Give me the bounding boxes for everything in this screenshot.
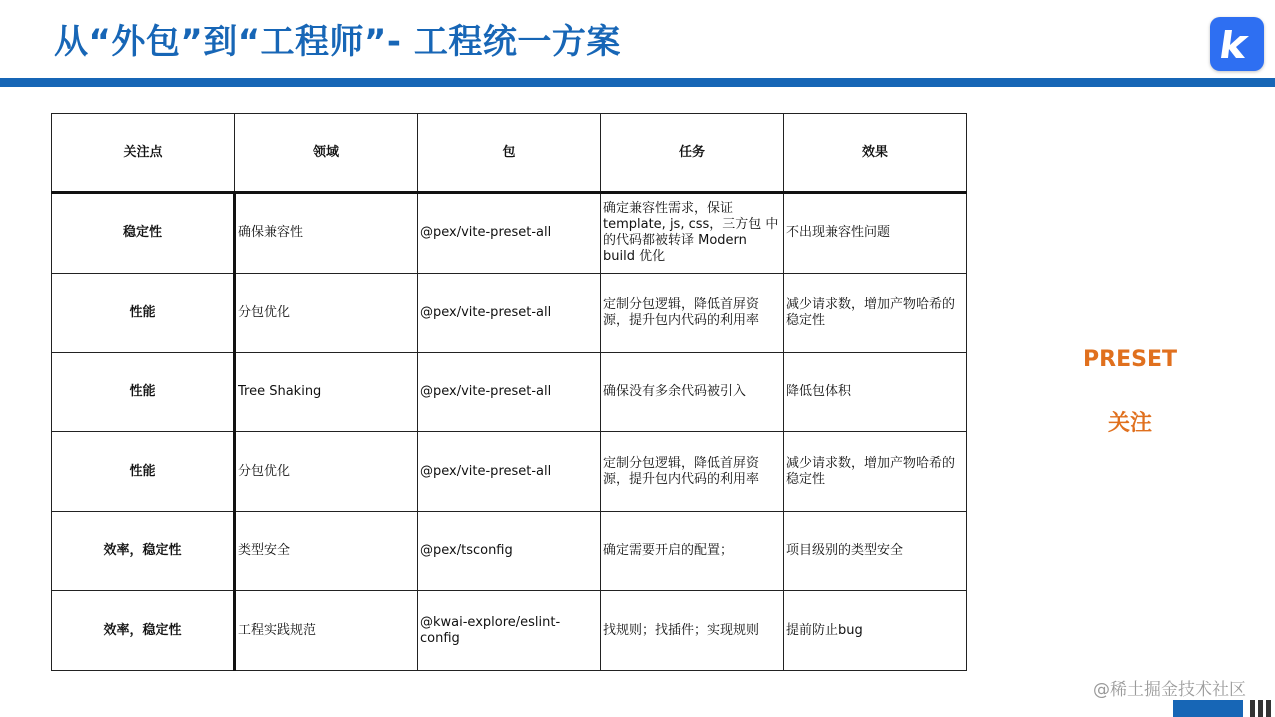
domain-cell: 分包优化 [235,432,418,511]
domain-cell: Tree Shaking [235,353,418,432]
task-cell: 定制分包逻辑，降低首屏资源，提升包内代码的利用率 [601,432,784,511]
effect-cell: 减少请求数，增加产物哈希的稳定性 [784,273,967,352]
page-title: 从“外包”到“工程师”- 工程统一方案 [54,22,621,62]
package-cell: @pex/vite-preset-all [418,432,601,511]
slide-footer-bar [1173,700,1243,717]
focus-cell: 性能 [52,432,235,511]
effect-cell: 降低包体积 [784,353,967,432]
effect-cell: 减少请求数，增加产物哈希的稳定性 [784,432,967,511]
title-divider [0,78,1275,87]
domain-cell: 确保兼容性 [235,193,418,274]
package-cell: @kwai-explore/eslint-config [418,591,601,671]
effect-cell: 项目级别的类型安全 [784,511,967,590]
domain-cell: 类型安全 [235,511,418,590]
task-cell: 确定兼容性需求，保证 template, js, css，三方包 中的代码都被转译 Modern build 优化 [601,193,784,274]
table-row [52,353,967,432]
preset-label: PRESET [1083,347,1177,372]
engineering-plan-table [51,113,967,671]
task-cell: 定制分包逻辑，降低首屏资源，提升包内代码的利用率 [601,273,784,352]
footer-stripe [1258,700,1263,717]
focus-cell: 效率，稳定性 [52,511,235,590]
focus-cell: 效率，稳定性 [52,591,235,671]
domain-cell: 分包优化 [235,273,418,352]
kwai-logo-icon [1210,17,1264,71]
column-header: 领域 [235,114,418,193]
table-row [52,591,967,671]
focus-cell: 性能 [52,353,235,432]
domain-cell: 工程实践规范 [235,591,418,671]
table-header-row [52,114,967,193]
package-cell: @pex/vite-preset-all [418,273,601,352]
focus-cell: 稳定性 [52,193,235,274]
table-row [52,511,967,590]
effect-cell: 不出现兼容性问题 [784,193,967,274]
column-header: 任务 [601,114,784,193]
column-header: 包 [418,114,601,193]
footer-stripe [1266,700,1271,717]
column-header: 效果 [784,114,967,193]
column-header: 关注点 [52,114,235,193]
table-row [52,432,967,511]
footer-stripe [1250,700,1255,717]
task-cell: 找规则；找插件；实现规则 [601,591,784,671]
package-cell: @pex/vite-preset-all [418,193,601,274]
table-row [52,273,967,352]
package-cell: @pex/vite-preset-all [418,353,601,432]
table-row [52,193,967,274]
task-cell: 确保没有多余代码被引入 [601,353,784,432]
focus-label: 关注 [1107,411,1152,436]
focus-cell: 性能 [52,273,235,352]
watermark: @稀土掘金技术社区 [1093,680,1246,700]
package-cell: @pex/tsconfig [418,511,601,590]
effect-cell: 提前防止bug [784,591,967,671]
task-cell: 确定需要开启的配置； [601,511,784,590]
